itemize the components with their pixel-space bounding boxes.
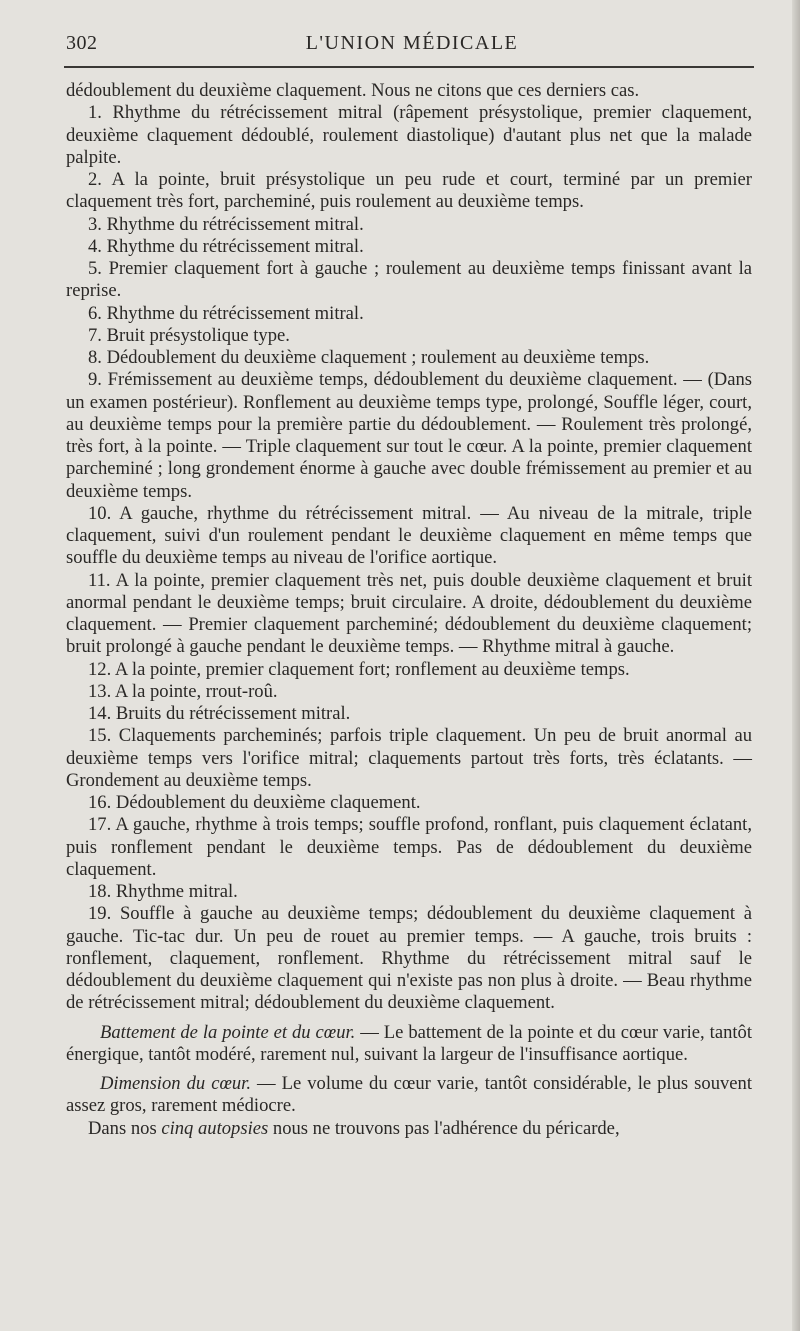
intro-paragraph: dédoublement du deuxième claquement. Nous ne citons que ces derniers cas. (66, 80, 640, 101)
dimension-text: — Le volume du cœur varie, tantôt considérable, le plus souvent assez gros, rarement médiocre. (66, 1073, 752, 1117)
observation-item-13: 13. A la pointe, rrout-roû. (88, 680, 278, 702)
observation-item-17: 17. A gauche, rhythme à trois temps; souffle profond, ronflant, puis claquement éclatant, puis ronflement pendant le deuxième temps. Pas de dédoublement du deuxième claquement. (66, 814, 752, 880)
page-header (62, 32, 762, 62)
observation-item-2: 2. A la pointe, bruit présystolique un peu rude et court, terminé par un premier claquement très fort, parcheminé, puis roulement au deuxième temps. (66, 169, 752, 213)
battement-text: — Le battement de la pointe et du cœur varie, tantôt énergique, tantôt modéré, rarement nul, suivant la largeur de l'insuffisance aortique. (66, 1021, 752, 1065)
autopsies-lead: Dans nos (88, 1117, 162, 1139)
observation-item-6: 6. Rhythme du rétrécissement mitral. (88, 302, 364, 324)
observation-item-18: 18. Rhythme mitral. (88, 881, 238, 902)
observation-item-5: 5. Premier claquement fort à gauche ; roulement au deuxième temps finissant avant la reprise. (66, 258, 752, 302)
observation-item-1: 1. Rhythme du rétrécissement mitral (râpement présystolique, premier claquement, deuxième claquement dédoublé, roulement diastolique) d'autant plus net que la malade palpite. (66, 102, 752, 168)
battement-paragraph (66, 1022, 752, 1067)
observation-item-12: 12. A la pointe, premier claquement fort; ronflement au deuxième temps. (88, 658, 630, 680)
observation-item-9: 9. Frémissement au deuxième temps, dédoublement du deuxième claquement. — (Dans un examen postérieur). Ronflement au deuxième temps type, prolongé, Souffle léger, court, au deuxième temps pour la première partie du dédoublement. — Roulement très prolongé, très fort, à la pointe. — Triple claquement sur tout le cœur. A la pointe, premier claquement parcheminé ; long grondement énorme à gauche avec double frémissement au premier et au deuxième temps. (66, 369, 752, 502)
page-edge-shadow (792, 0, 800, 1331)
battement-title: Battement de la pointe et du cœur. (100, 1021, 356, 1043)
page-number: 302 (66, 32, 98, 54)
autopsies-emphasis: cinq autopsies (161, 1117, 269, 1139)
observation-item-11: 11. A la pointe, premier claquement très net, puis double deuxième claquement et bruit anormal pendant le deuxième temps; bruit circulaire. A droite, dédoublement du deuxième claquement. — Premier claquement parcheminé; dédoublement du deuxième claquement; bruit prolongé à gauche pendant le deuxième temps. — Rhythme mitral à gauche. (66, 569, 752, 658)
running-head: L'UNION MÉDICALE (305, 32, 519, 54)
page-body (66, 80, 752, 1140)
observation-item-14: 14. Bruits du rétrécissement mitral. (88, 703, 351, 724)
observation-item-15: 15. Claquements parcheminés; parfois triple claquement. Un peu de bruit anormal au deuxième temps vers l'orifice mitral; claquements partout très forts, très éclatants. — Grondement au deuxième temps. (66, 725, 752, 791)
observation-item-4: 4. Rhythme du rétrécissement mitral. (88, 235, 364, 257)
header-rule (64, 66, 754, 68)
observation-item-16: 16. Dédoublement du deuxième claquement. (88, 792, 421, 813)
dimension-paragraph (66, 1073, 752, 1118)
dimension-title: Dimension du cœur. (100, 1073, 251, 1094)
observation-item-8: 8. Dédoublement du deuxième claquement ; roulement au deuxième temps. (88, 347, 650, 368)
observation-item-10: 10. A gauche, rhythme du rétrécissement mitral. — Au niveau de la mitrale, triple claquement, suivi d'un roulement pendant le deuxième claquement en même temps que souffle du deuxième temps au niveau de l'orifice aortique. (66, 502, 752, 569)
observation-item-7: 7. Bruit présystolique type. (88, 324, 290, 346)
observation-item-3: 3. Rhythme du rétrécissement mitral. (88, 213, 364, 235)
autopsies-paragraph (66, 1118, 752, 1140)
autopsies-tail: nous ne trouvons pas l'adhérence du péricarde, (268, 1117, 620, 1139)
observation-item-19: 19. Souffle à gauche au deuxième temps; dédoublement du deuxième claquement à gauche. Tic-tac dur. Un peu de rouet au premier temps. — A gauche, trois bruits : ronflement, claquement, ronflement. Rhythme du rétrécissement mitral sauf le dédoublement du deuxième claquement qui n'existe pas non plus à droite. — Beau rhythme de rétrécissement mitral; dédoublement du deuxième claquement. (66, 903, 752, 1014)
